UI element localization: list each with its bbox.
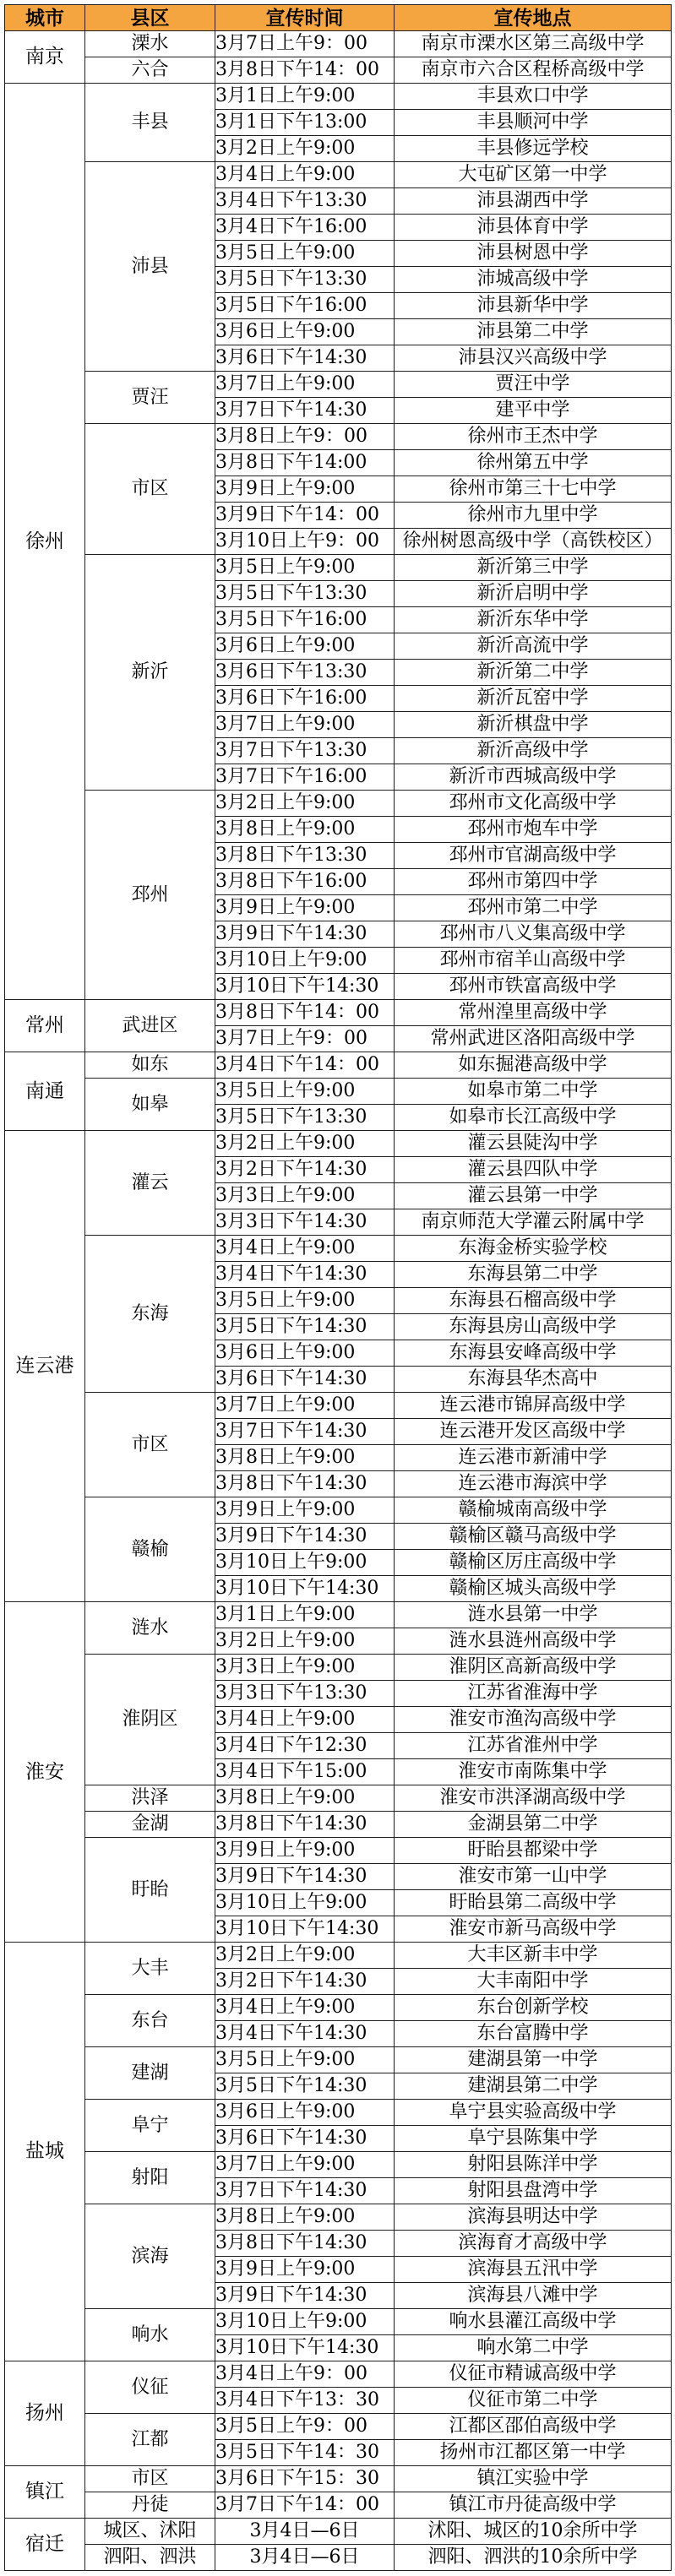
time-cell: 3月6日下午13:30	[215, 660, 395, 686]
district-cell: 仪征	[85, 2361, 215, 2414]
time-cell: 3月7日下午16:00	[215, 764, 395, 791]
place-cell: 徐州树恩高级中学（高铁校区）	[395, 529, 672, 555]
time-cell: 3月9日下午14:30	[215, 2283, 395, 2309]
city-cell: 盐城	[5, 1943, 85, 2361]
time-cell: 3月3日下午13:30	[215, 1681, 395, 1707]
time-cell: 3月4日下午13：30	[215, 2388, 395, 2414]
place-cell: 响水县灌江高级中学	[395, 2309, 672, 2335]
place-cell: 丰县修远学校	[395, 136, 672, 162]
place-cell: 丰县顺河中学	[395, 110, 672, 136]
time-cell: 3月10日上午9：00	[215, 529, 395, 555]
table-header	[5, 5, 672, 31]
table-row	[5, 31, 672, 57]
place-cell: 如东掘港高级中学	[395, 1052, 672, 1079]
place-cell: 沛县新华中学	[395, 293, 672, 319]
place-cell: 阜宁县实验高级中学	[395, 2100, 672, 2126]
place-cell: 镇江市丹徒高级中学	[395, 2492, 672, 2519]
district-cell: 市区	[85, 1393, 215, 1497]
place-cell: 东海县石榴高级中学	[395, 1288, 672, 1314]
table-row	[5, 2047, 672, 2073]
time-cell: 3月5日上午9:00	[215, 1288, 395, 1314]
place-cell: 邳州市炮车中学	[395, 817, 672, 843]
district-cell: 武进区	[85, 1000, 215, 1052]
place-cell: 沛县体育中学	[395, 215, 672, 241]
time-cell: 3月5日下午13:30	[215, 1105, 395, 1131]
place-cell: 金湖县第二中学	[395, 1812, 672, 1838]
place-cell: 邳州市第二中学	[395, 895, 672, 921]
table-row	[5, 2519, 672, 2545]
place-cell: 射阳县盘湾中学	[395, 2178, 672, 2204]
time-cell: 3月9日下午14:30	[215, 921, 395, 948]
place-cell: 沛县第二中学	[395, 319, 672, 345]
place-cell: 灌云县四队中学	[395, 1157, 672, 1183]
district-cell: 东台	[85, 1995, 215, 2047]
place-cell: 赣榆区赣马高级中学	[395, 1524, 672, 1550]
place-cell: 新沂启明中学	[395, 581, 672, 607]
time-cell: 3月5日下午16:00	[215, 293, 395, 319]
table-row	[5, 1785, 672, 1812]
header-city: 城市	[5, 5, 85, 31]
time-cell: 3月8日下午13:30	[215, 843, 395, 869]
table-row	[5, 1838, 672, 1864]
district-cell: 新沂	[85, 555, 215, 791]
place-cell: 东台创新学校	[395, 1995, 672, 2021]
place-cell: 连云港开发区高级中学	[395, 1419, 672, 1445]
city-cell: 镇江	[5, 2466, 85, 2519]
time-cell: 3月5日上午9:00	[215, 1079, 395, 1105]
time-cell: 3月2日上午9:00	[215, 1628, 395, 1655]
place-cell: 赣榆区城头高级中学	[395, 1576, 672, 1602]
time-cell: 3月4日—6日	[215, 2519, 395, 2545]
time-cell: 3月8日下午14：00	[215, 57, 395, 84]
table-row	[5, 1052, 672, 1079]
table-row	[5, 57, 672, 84]
place-cell: 镇江实验中学	[395, 2466, 672, 2492]
place-cell: 连云港市锦屏高级中学	[395, 1393, 672, 1419]
time-cell: 3月7日下午14:30	[215, 398, 395, 424]
district-cell: 丰县	[85, 84, 215, 162]
time-cell: 3月6日下午15：30	[215, 2466, 395, 2492]
table-body	[5, 31, 672, 2571]
time-cell: 3月4日下午12:30	[215, 1733, 395, 1759]
time-cell: 3月8日上午9:00	[215, 1445, 395, 1471]
place-cell: 涟水县涟州高级中学	[395, 1628, 672, 1655]
table-row	[5, 555, 672, 581]
place-cell: 新沂高级中学	[395, 738, 672, 764]
district-cell: 赣榆	[85, 1497, 215, 1602]
time-cell: 3月3日上午9:00	[215, 1655, 395, 1681]
time-cell: 3月9日上午9:00	[215, 476, 395, 503]
place-cell: 淮安市第一山中学	[395, 1864, 672, 1890]
place-cell: 仪征市第二中学	[395, 2388, 672, 2414]
place-cell: 连云港市新浦中学	[395, 1445, 672, 1471]
place-cell: 沛城高级中学	[395, 267, 672, 293]
time-cell: 3月7日上午9：00	[215, 1026, 395, 1052]
place-cell: 盱眙县第二高级中学	[395, 1890, 672, 1916]
table-row	[5, 2152, 672, 2178]
place-cell: 淮安市洪泽湖高级中学	[395, 1785, 672, 1812]
place-cell: 常州湟里高级中学	[395, 1000, 672, 1026]
place-cell: 常州武进区洛阳高级中学	[395, 1026, 672, 1052]
city-cell: 徐州	[5, 84, 85, 1000]
place-cell: 连云港市海滨中学	[395, 1471, 672, 1497]
time-cell: 3月2日下午14:30	[215, 1969, 395, 1995]
place-cell: 邳州市第四中学	[395, 869, 672, 895]
place-cell: 淮阴区高新高级中学	[395, 1655, 672, 1681]
time-cell: 3月6日下午14:30	[215, 345, 395, 372]
time-cell: 3月4日上午9：00	[215, 2361, 395, 2388]
table-row	[5, 2466, 672, 2492]
place-cell: 新沂市西城高级中学	[395, 764, 672, 791]
time-cell: 3月4日下午15:00	[215, 1759, 395, 1785]
place-cell: 灌云县陡沟中学	[395, 1131, 672, 1157]
time-cell: 3月10日下午14:30	[215, 1916, 395, 1943]
time-cell: 3月8日下午14:30	[215, 1471, 395, 1497]
place-cell: 新沂高流中学	[395, 633, 672, 660]
table-row	[5, 2492, 672, 2519]
table-row	[5, 372, 672, 398]
time-cell: 3月5日下午16:00	[215, 607, 395, 633]
header-district: 县区	[85, 5, 215, 31]
place-cell: 泗阳、泗洪的10余所中学	[395, 2545, 672, 2571]
time-cell: 3月9日上午9:00	[215, 2257, 395, 2283]
time-cell: 3月2日上午9:00	[215, 136, 395, 162]
district-cell: 建湖	[85, 2047, 215, 2100]
header-place: 宣传地点	[395, 5, 672, 31]
time-cell: 3月7日下午13:30	[215, 738, 395, 764]
time-cell: 3月9日上午9:00	[215, 1497, 395, 1524]
table-row	[5, 2361, 672, 2388]
time-cell: 3月10日下午14:30	[215, 2335, 395, 2361]
place-cell: 南京市六合区程桥高级中学	[395, 57, 672, 84]
place-cell: 南京师范大学灌云附属中学	[395, 1209, 672, 1236]
city-cell: 宿迁	[5, 2519, 85, 2571]
time-cell: 3月4日上午9:00	[215, 1707, 395, 1733]
place-cell: 沭阳、城区的10余所中学	[395, 2519, 672, 2545]
district-cell: 阜宁	[85, 2100, 215, 2152]
place-cell: 如皋市第二中学	[395, 1079, 672, 1105]
time-cell: 3月5日下午13:30	[215, 267, 395, 293]
table-row	[5, 1079, 672, 1105]
place-cell: 沛县湖西中学	[395, 188, 672, 215]
table-row	[5, 1236, 672, 1262]
time-cell: 3月5日下午14:30	[215, 2073, 395, 2100]
place-cell: 东海县房山高级中学	[395, 1314, 672, 1340]
schedule-table	[4, 4, 672, 2571]
place-cell: 徐州市九里中学	[395, 503, 672, 529]
table-row	[5, 2204, 672, 2231]
place-cell: 新沂东华中学	[395, 607, 672, 633]
place-cell: 大丰南阳中学	[395, 1969, 672, 1995]
time-cell: 3月6日上午9:00	[215, 633, 395, 660]
time-cell: 3月1日上午9:00	[215, 1602, 395, 1628]
time-cell: 3月4日下午14:30	[215, 1262, 395, 1288]
time-cell: 3月9日上午9:00	[215, 1838, 395, 1864]
table-row	[5, 424, 672, 450]
table-row	[5, 2414, 672, 2440]
table-row	[5, 162, 672, 188]
time-cell: 3月8日上午9:00	[215, 2204, 395, 2231]
place-cell: 徐州第五中学	[395, 450, 672, 476]
table-row	[5, 1995, 672, 2021]
district-cell: 六合	[85, 57, 215, 84]
city-cell: 南通	[5, 1052, 85, 1131]
time-cell: 3月7日上午9:00	[215, 1393, 395, 1419]
place-cell: 东台富腾中学	[395, 2021, 672, 2047]
place-cell: 涟水县第一中学	[395, 1602, 672, 1628]
time-cell: 3月10日下午14:30	[215, 974, 395, 1000]
district-cell: 溧水	[85, 31, 215, 57]
time-cell: 3月10日下午14:30	[215, 1576, 395, 1602]
time-cell: 3月7日上午9:00	[215, 2152, 395, 2178]
time-cell: 3月6日上午9:00	[215, 1340, 395, 1367]
place-cell: 江苏省淮州中学	[395, 1733, 672, 1759]
time-cell: 3月2日下午14:30	[215, 1157, 395, 1183]
table-row	[5, 84, 672, 110]
place-cell: 新沂瓦窑中学	[395, 686, 672, 712]
table-row	[5, 1497, 672, 1524]
place-cell: 仪征市精诚高级中学	[395, 2361, 672, 2388]
time-cell: 3月4日上午9:00	[215, 1236, 395, 1262]
city-cell: 淮安	[5, 1602, 85, 1943]
time-cell: 3月10日上午9:00	[215, 948, 395, 974]
district-cell: 如东	[85, 1052, 215, 1079]
place-cell: 徐州市王杰中学	[395, 424, 672, 450]
district-cell: 丹徒	[85, 2492, 215, 2519]
place-cell: 滨海县五汛中学	[395, 2257, 672, 2283]
district-cell: 淮阴区	[85, 1655, 215, 1785]
place-cell: 滨海育才高级中学	[395, 2231, 672, 2257]
place-cell: 赣榆区厉庄高级中学	[395, 1550, 672, 1576]
district-cell: 灌云	[85, 1131, 215, 1236]
time-cell: 3月8日下午14:30	[215, 2231, 395, 2257]
time-cell: 3月5日下午14:30	[215, 1314, 395, 1340]
time-cell: 3月4日下午16:00	[215, 215, 395, 241]
district-cell: 金湖	[85, 1812, 215, 1838]
table-row	[5, 2545, 672, 2571]
header-time: 宣传时间	[215, 5, 395, 31]
city-cell: 连云港	[5, 1131, 85, 1602]
district-cell: 如皋	[85, 1079, 215, 1131]
district-cell: 大丰	[85, 1943, 215, 1995]
time-cell: 3月5日下午13:30	[215, 581, 395, 607]
time-cell: 3月3日上午9:00	[215, 1183, 395, 1209]
time-cell: 3月9日下午14：00	[215, 503, 395, 529]
place-cell: 灌云县第一中学	[395, 1183, 672, 1209]
place-cell: 淮安市南陈集中学	[395, 1759, 672, 1785]
place-cell: 丰县欢口中学	[395, 84, 672, 110]
place-cell: 徐州市第三十七中学	[395, 476, 672, 503]
time-cell: 3月2日上午9:00	[215, 1943, 395, 1969]
time-cell: 3月6日上午9:00	[215, 2100, 395, 2126]
header-row	[5, 5, 672, 31]
place-cell: 大屯矿区第一中学	[395, 162, 672, 188]
table-row	[5, 1943, 672, 1969]
place-cell: 邳州市宿羊山高级中学	[395, 948, 672, 974]
time-cell: 3月7日下午14:30	[215, 2178, 395, 2204]
time-cell: 3月9日下午14:30	[215, 1864, 395, 1890]
table-row	[5, 1393, 672, 1419]
place-cell: 江都区邵伯高级中学	[395, 2414, 672, 2440]
district-cell: 响水	[85, 2309, 215, 2361]
place-cell: 新沂第二中学	[395, 660, 672, 686]
place-cell: 江苏省淮海中学	[395, 1681, 672, 1707]
time-cell: 3月8日上午9：00	[215, 424, 395, 450]
table-row	[5, 1602, 672, 1628]
time-cell: 3月5日下午14：30	[215, 2440, 395, 2466]
time-cell: 3月1日下午13:00	[215, 110, 395, 136]
time-cell: 3月2日上午9:00	[215, 1131, 395, 1157]
time-cell: 3月5日上午9：00	[215, 2414, 395, 2440]
time-cell: 3月10日上午9:00	[215, 1550, 395, 1576]
district-cell: 东海	[85, 1236, 215, 1393]
time-cell: 3月4日上午9:00	[215, 162, 395, 188]
district-cell: 邳州	[85, 791, 215, 1000]
time-cell: 3月8日下午14:30	[215, 1812, 395, 1838]
time-cell: 3月7日下午14:30	[215, 1419, 395, 1445]
district-cell: 洪泽	[85, 1785, 215, 1812]
district-cell: 市区	[85, 424, 215, 555]
table-row	[5, 1131, 672, 1157]
district-cell: 贾汪	[85, 372, 215, 424]
time-cell: 3月5日上午9:00	[215, 2047, 395, 2073]
place-cell: 滨海县八滩中学	[395, 2283, 672, 2309]
time-cell: 3月8日下午16:00	[215, 869, 395, 895]
place-cell: 淮安市新马高级中学	[395, 1916, 672, 1943]
table-row	[5, 2100, 672, 2126]
time-cell: 3月4日下午14:30	[215, 2021, 395, 2047]
place-cell: 新沂第三中学	[395, 555, 672, 581]
city-cell: 扬州	[5, 2361, 85, 2466]
place-cell: 建湖县第一中学	[395, 2047, 672, 2073]
district-cell: 滨海	[85, 2204, 215, 2309]
time-cell: 3月9日上午9:00	[215, 895, 395, 921]
place-cell: 新沂棋盘中学	[395, 712, 672, 738]
place-cell: 如皋市长江高级中学	[395, 1105, 672, 1131]
table-row	[5, 1000, 672, 1026]
place-cell: 南京市溧水区第三高级中学	[395, 31, 672, 57]
place-cell: 邳州市铁富高级中学	[395, 974, 672, 1000]
place-cell: 沛县汉兴高级中学	[395, 345, 672, 372]
time-cell: 3月8日上午9:00	[215, 817, 395, 843]
time-cell: 3月4日下午13:30	[215, 188, 395, 215]
time-cell: 3月6日下午16:00	[215, 686, 395, 712]
table-row	[5, 1812, 672, 1838]
place-cell: 阜宁县陈集中学	[395, 2126, 672, 2152]
place-cell: 滨海县明达中学	[395, 2204, 672, 2231]
district-cell: 射阳	[85, 2152, 215, 2204]
place-cell: 射阳县陈洋中学	[395, 2152, 672, 2178]
place-cell: 扬州市江都区第一中学	[395, 2440, 672, 2466]
table-row	[5, 1655, 672, 1681]
city-cell: 常州	[5, 1000, 85, 1052]
district-cell: 城区、沭阳	[85, 2519, 215, 2545]
time-cell: 3月6日下午14:30	[215, 1367, 395, 1393]
place-cell: 邳州市官湖高级中学	[395, 843, 672, 869]
place-cell: 贾汪中学	[395, 372, 672, 398]
time-cell: 3月6日下午14:30	[215, 2126, 395, 2152]
time-cell: 3月1日上午9:00	[215, 84, 395, 110]
time-cell: 3月4日下午14：00	[215, 1052, 395, 1079]
time-cell: 3月2日上午9:00	[215, 791, 395, 817]
district-cell: 涟水	[85, 1602, 215, 1655]
place-cell: 建湖县第二中学	[395, 2073, 672, 2100]
place-cell: 邳州市文化高级中学	[395, 791, 672, 817]
district-cell: 沛县	[85, 162, 215, 372]
time-cell: 3月10日上午9:00	[215, 1890, 395, 1916]
time-cell: 3月7日上午9:00	[215, 372, 395, 398]
time-cell: 3月3日下午14:30	[215, 1209, 395, 1236]
place-cell: 东海金桥实验学校	[395, 1236, 672, 1262]
time-cell: 3月4日—6日	[215, 2545, 395, 2571]
time-cell: 3月9日下午14:30	[215, 1524, 395, 1550]
district-cell: 泗阳、泗洪	[85, 2545, 215, 2571]
time-cell: 3月7日上午9:00	[215, 712, 395, 738]
place-cell: 邳州市八义集高级中学	[395, 921, 672, 948]
time-cell: 3月8日上午9:00	[215, 1785, 395, 1812]
place-cell: 东海县第二中学	[395, 1262, 672, 1288]
place-cell: 东海县安峰高级中学	[395, 1340, 672, 1367]
time-cell: 3月8日下午14：00	[215, 1000, 395, 1026]
place-cell: 大丰区新丰中学	[395, 1943, 672, 1969]
district-cell: 盱眙	[85, 1838, 215, 1943]
district-cell: 江都	[85, 2414, 215, 2466]
place-cell: 建平中学	[395, 398, 672, 424]
place-cell: 东海县华杰高中	[395, 1367, 672, 1393]
time-cell: 3月7日上午9：00	[215, 31, 395, 57]
time-cell: 3月7日下午14：00	[215, 2492, 395, 2519]
place-cell: 响水第二中学	[395, 2335, 672, 2361]
time-cell: 3月5日上午9:00	[215, 555, 395, 581]
place-cell: 赣榆城南高级中学	[395, 1497, 672, 1524]
district-cell: 市区	[85, 2466, 215, 2492]
time-cell: 3月5日上午9:00	[215, 241, 395, 267]
place-cell: 盱眙县都梁中学	[395, 1838, 672, 1864]
time-cell: 3月6日上午9:00	[215, 319, 395, 345]
time-cell: 3月8日下午14:00	[215, 450, 395, 476]
table-row	[5, 2309, 672, 2335]
city-cell: 南京	[5, 31, 85, 84]
place-cell: 沛县树恩中学	[395, 241, 672, 267]
time-cell: 3月10日上午9:00	[215, 2309, 395, 2335]
time-cell: 3月4日上午9:00	[215, 1995, 395, 2021]
table-row	[5, 791, 672, 817]
place-cell: 淮安市渔沟高级中学	[395, 1707, 672, 1733]
